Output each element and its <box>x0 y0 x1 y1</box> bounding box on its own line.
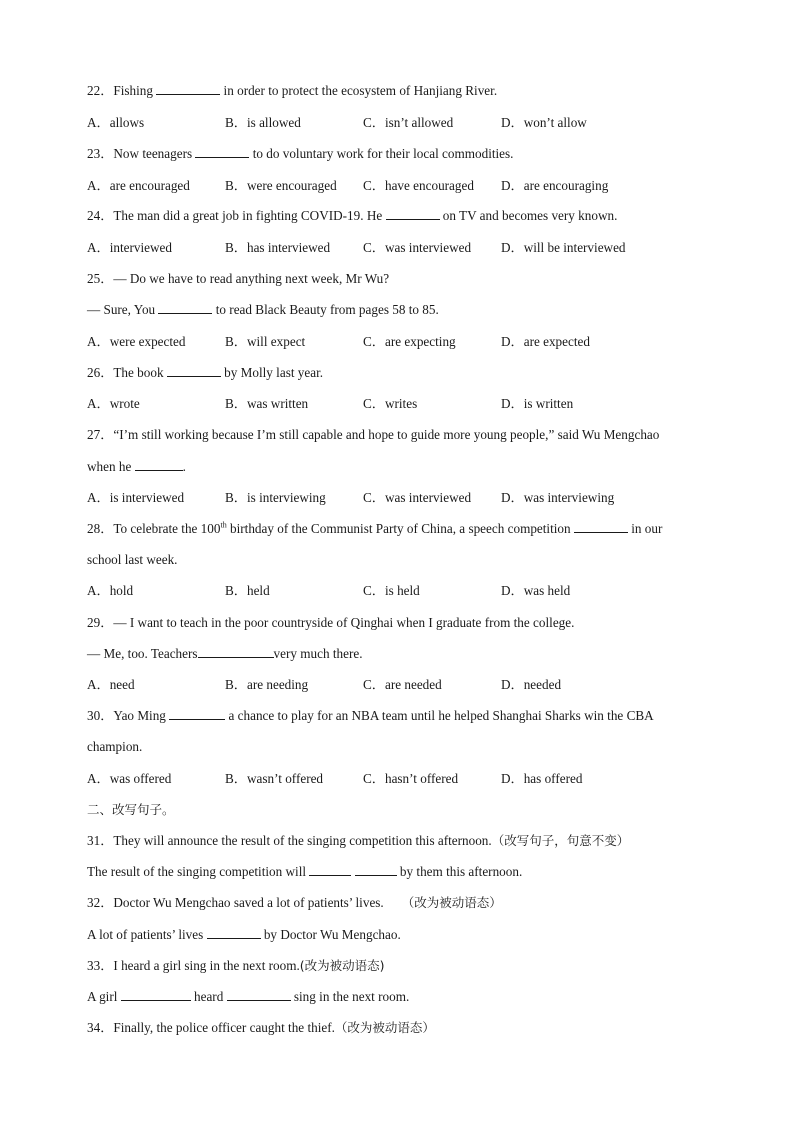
option-b[interactable]: B．will expect <box>225 334 306 349</box>
question-28: 28．To celebrate the 100th birthday of the Communist Party of China, a speech competition in our <box>87 520 663 536</box>
answer-blank[interactable] <box>167 364 221 377</box>
question-27: 27．“I’m still working because I’m still capable and hope to guide more young people,” said Wu Mengchao <box>87 427 660 442</box>
question-31-answer: The result of the singing competition will by them this afternoon. <box>87 864 523 879</box>
option-b[interactable]: B．is allowed <box>225 115 301 130</box>
option-a[interactable]: A．are encouraged <box>87 178 190 193</box>
option-a[interactable]: A．allows <box>87 115 145 130</box>
answer-blank[interactable] <box>207 926 261 939</box>
option-c[interactable]: C．are expecting <box>363 334 456 349</box>
option-c[interactable]: C．are needed <box>363 677 442 692</box>
option-d[interactable]: D．are expected <box>501 334 590 349</box>
option-b[interactable]: B．were encouraged <box>225 178 337 193</box>
option-c[interactable]: C．was interviewed <box>363 490 472 505</box>
option-a[interactable]: A．need <box>87 677 135 692</box>
question-25: 25．— Do we have to read anything next week, Mr Wu? <box>87 271 390 286</box>
option-c[interactable]: C．is held <box>363 583 420 598</box>
answer-blank[interactable] <box>309 863 351 876</box>
option-a[interactable]: A．wrote <box>87 396 140 411</box>
option-b[interactable]: B．wasn’t offered <box>225 771 324 786</box>
option-d[interactable]: D．needed <box>501 677 562 692</box>
question-31: 31．They will announce the result of the singing competition this afternoon.（改写句子，句意不变） <box>87 833 630 848</box>
option-a[interactable]: A．were expected <box>87 334 186 349</box>
option-a[interactable]: A．interviewed <box>87 240 172 255</box>
answer-blank[interactable] <box>169 707 225 720</box>
option-a[interactable]: A．was offered <box>87 771 172 786</box>
option-a[interactable]: A．hold <box>87 583 134 598</box>
answer-blank[interactable] <box>156 82 220 95</box>
question-29-line-2: — Me, too. Teachers very much there. <box>87 646 363 661</box>
option-d[interactable]: D．was held <box>501 583 571 598</box>
question-27-line-2: when he . <box>87 459 186 474</box>
option-d[interactable]: D．will be interviewed <box>501 240 626 255</box>
option-c[interactable]: C．isn’t allowed <box>363 115 454 130</box>
answer-blank[interactable] <box>386 207 440 220</box>
question-22: 22．Fishing in order to protect the ecosystem of Hanjiang River. <box>87 83 498 98</box>
option-b[interactable]: B．are needing <box>225 677 309 692</box>
option-c[interactable]: C．was interviewed <box>363 240 472 255</box>
answer-blank[interactable] <box>574 520 628 533</box>
option-d[interactable]: D．was interviewing <box>501 490 615 505</box>
question-33: 33．I heard a girl sing in the next room.(改为被动语态) <box>87 958 385 973</box>
question-32: 32．Doctor Wu Mengchao saved a lot of patients’ lives. （改为被动语态） <box>87 895 502 910</box>
question-30: 30．Yao Ming a chance to play for an NBA team until he helped Shanghai Sharks win the CBA <box>87 708 654 723</box>
answer-blank[interactable] <box>195 145 249 158</box>
option-b[interactable]: B．held <box>225 583 270 598</box>
option-c[interactable]: C．writes <box>363 396 418 411</box>
question-34: 34．Finally, the police officer caught the thief.（改为被动语态） <box>87 1020 435 1035</box>
option-d[interactable]: D．is written <box>501 396 574 411</box>
answer-blank[interactable] <box>227 988 291 1001</box>
answer-blank[interactable] <box>135 458 183 471</box>
option-d[interactable]: D．won’t allow <box>501 115 587 130</box>
question-33-answer: A girl heard sing in the next room. <box>87 989 410 1004</box>
question-29: 29．— I want to teach in the poor countryside of Qinghai when I graduate from the college. <box>87 615 575 630</box>
answer-blank[interactable] <box>121 988 191 1001</box>
answer-blank[interactable] <box>158 301 212 314</box>
option-c[interactable]: C．have encouraged <box>363 178 474 193</box>
answer-blank[interactable] <box>355 863 397 876</box>
question-25-line-2: — Sure, You to read Black Beauty from pages 58 to 85. <box>87 302 439 317</box>
option-a[interactable]: A．is interviewed <box>87 490 185 505</box>
question-30-line-2: champion. <box>87 739 143 754</box>
question-24: 24．The man did a great job in fighting COVID-19. He on TV and becomes very known. <box>87 208 618 223</box>
section-title: 二、改写句子。 <box>87 802 175 817</box>
option-d[interactable]: D．has offered <box>501 771 583 786</box>
option-b[interactable]: B．is interviewing <box>225 490 326 505</box>
question-23: 23．Now teenagers to do voluntary work for their local commodities. <box>87 146 514 161</box>
question-26: 26．The book by Molly last year. <box>87 365 324 380</box>
option-d[interactable]: D．are encouraging <box>501 178 609 193</box>
question-32-answer: A lot of patients’ lives by Doctor Wu Mengchao. <box>87 927 401 942</box>
answer-blank[interactable] <box>198 645 274 658</box>
option-c[interactable]: C．hasn’t offered <box>363 771 459 786</box>
question-28-line-2: school last week. <box>87 552 178 567</box>
option-b[interactable]: B．has interviewed <box>225 240 331 255</box>
option-b[interactable]: B．was written <box>225 396 309 411</box>
